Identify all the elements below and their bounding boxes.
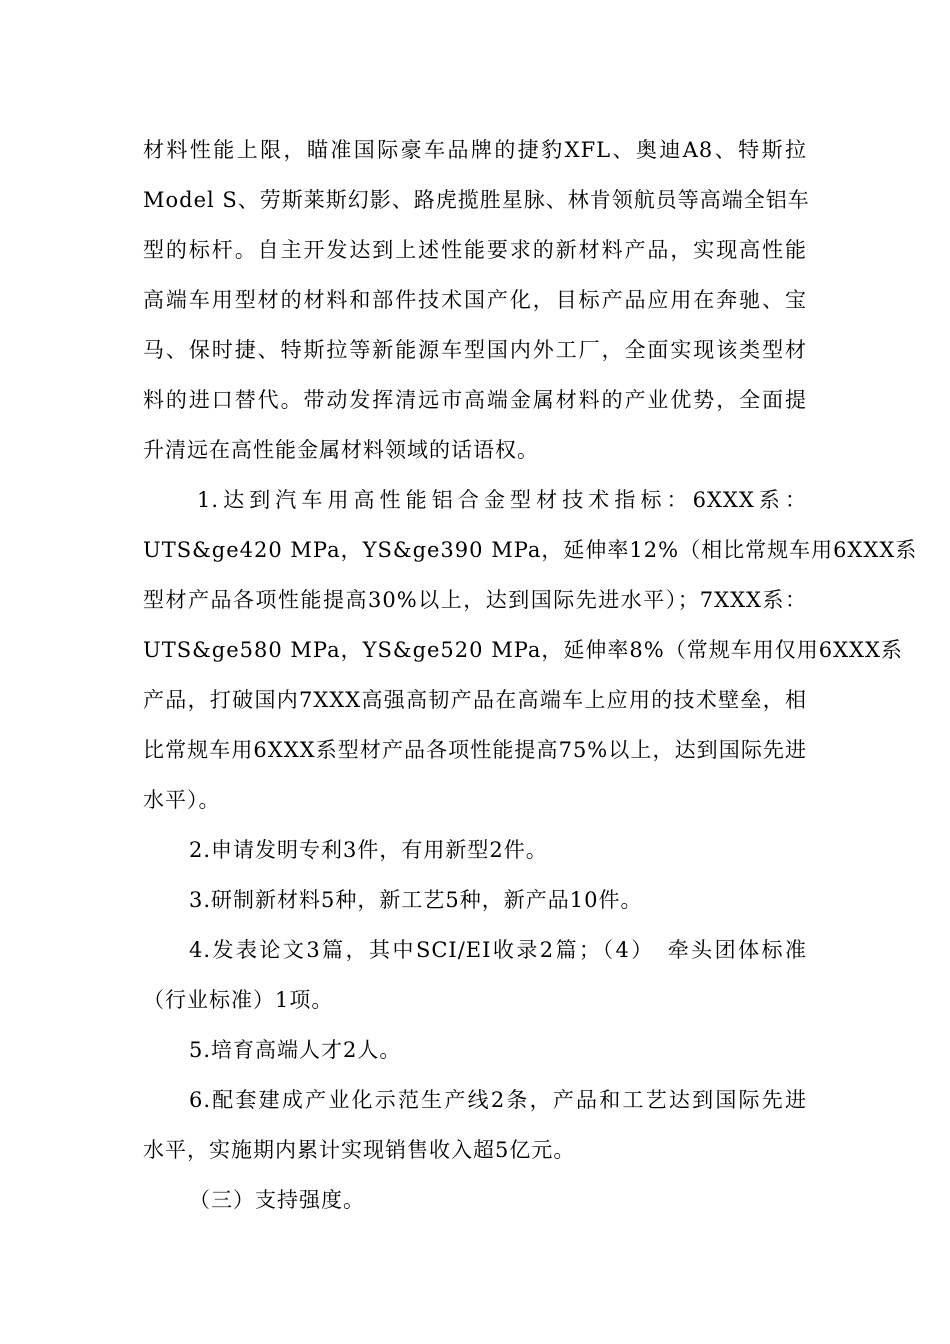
text-line: Model S、劳斯莱斯幻影、路虎揽胜星脉、林肯领航员等高端全铝车 [143, 188, 810, 212]
text-line: UTS&ge580 MPa，YS&ge520 MPa，延伸率8%（常规车用仅用6XXX系 [143, 638, 903, 662]
text-line: 材料性能上限，瞄准国际豪车品牌的捷豹XFL、奥迪A8、特斯拉 [143, 138, 807, 162]
text-line: 升清远在高性能金属材料领域的话语权。 [143, 438, 539, 462]
text-line: 料的进口替代。带动发挥清远市高端金属材料的产业优势，全面提 [143, 388, 807, 412]
text-line: 4.发表论文3篇，其中SCI/EI收录2篇；（4） 牵头团体标准 [189, 938, 807, 962]
text-line: 1.达到汽车用高性能铝合金型材技术指标：6XXX系： [197, 488, 807, 512]
text-line: 高端车用型材的材料和部件技术国产化，目标产品应用在奔驰、宝 [143, 288, 807, 312]
text-line: 马、保时捷、特斯拉等新能源车型国内外工厂，全面实现该类型材 [143, 338, 807, 362]
text-line: 6.配套建成产业化示范生产线2条，产品和工艺达到国际先进 [189, 1088, 807, 1112]
text-line: 2.申请发明专利3件，有用新型2件。 [189, 838, 548, 862]
text-line: （行业标准）1项。 [143, 988, 334, 1012]
text-line: 型材产品各项性能提高30%以上，达到国际先进水平）；7XXX系： [143, 588, 807, 612]
text-line: UTS&ge420 MPa，YS&ge390 MPa，延伸率12%（相比常规车用6XXX系 [143, 538, 918, 562]
text-line: 比常规车用6XXX系型材产品各项性能提高75%以上，达到国际先进 [143, 738, 807, 762]
text-line: 水平）。 [143, 788, 221, 812]
section-heading: （三）支持强度。 [189, 1188, 365, 1212]
text-line: 型的标杆。自主开发达到上述性能要求的新材料产品，实现高性能 [143, 238, 807, 262]
text-line: 5.培育高端人才2人。 [189, 1038, 402, 1062]
text-line: 水平，实施期内累计实现销售收入超5亿元。 [143, 1138, 576, 1162]
text-line: 3.研制新材料5种，新工艺5种，新产品10件。 [189, 888, 643, 912]
text-line: 产品，打破国内7XXX高强高韧产品在高端车上应用的技术壁垒，相 [143, 688, 807, 712]
